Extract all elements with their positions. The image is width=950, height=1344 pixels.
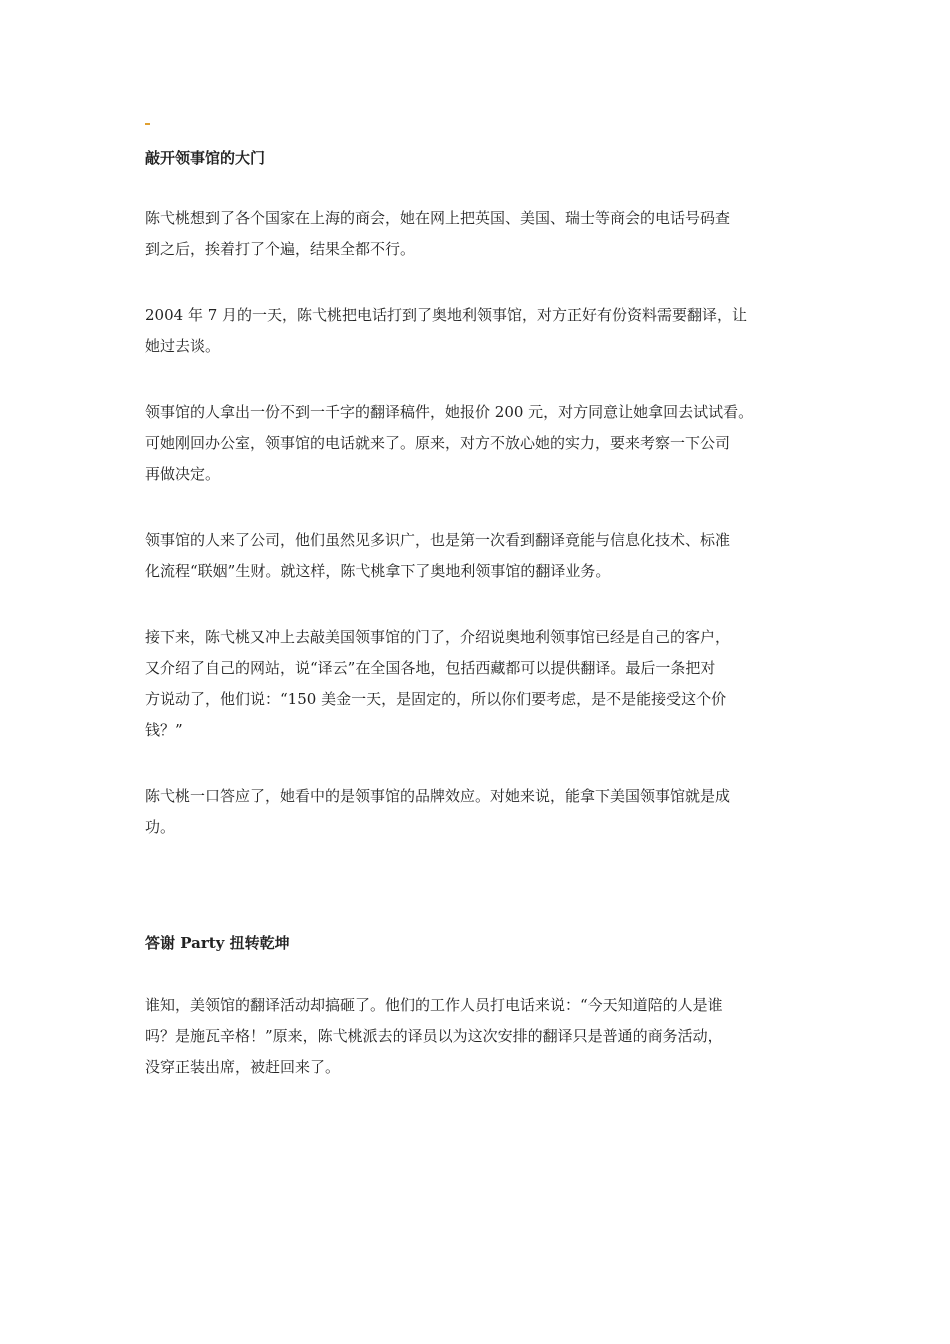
paragraph <box>145 781 817 843</box>
text-line: 领事馆的人拿出一份不到一千字的翻译稿件，她报价 200 元，对方同意让她拿回去试试看。 <box>145 403 754 421</box>
text-line: 到之后，挨着打了个遍，结果全都不行。 <box>145 240 416 258</box>
text-line: 领事馆的人来了公司，他们虽然见多识广，也是第一次看到翻译竟能与信息化技术、标准 <box>145 531 731 549</box>
text-line: 方说动了，他们说：“150 美金一天，是固定的，所以你们要考虑，是不是能接受这个价 <box>145 690 727 708</box>
decorative-mark <box>145 123 150 125</box>
paragraph <box>145 397 817 490</box>
text-line: 2004 年 7 月的一天，陈弋桃把电话打到了奥地利领事馆，对方正好有份资料需要翻译，让 <box>145 306 748 324</box>
text-line: 吗？是施瓦辛格！”原来，陈弋桃派去的译员以为这次安排的翻译只是普通的商务活动， <box>145 1027 723 1045</box>
text-line: 陈弋桃想到了各个国家在上海的商会，她在网上把英国、美国、瑞士等商会的电话号码查 <box>145 209 731 227</box>
text-line: 没穿正装出席，被赶回来了。 <box>145 1058 341 1076</box>
paragraph <box>145 203 817 265</box>
text-line: 化流程“联姻”生财。就这样，陈弋桃拿下了奥地利领事馆的翻译业务。 <box>145 562 611 580</box>
section-heading: 敲开领事馆的大门 <box>145 149 266 167</box>
text-line: 可她刚回办公室，领事馆的电话就来了。原来，对方不放心她的实力，要来考察一下公司 <box>145 434 731 452</box>
text-line: 功。 <box>145 818 176 836</box>
paragraph <box>145 622 817 746</box>
section-heading: 答谢 Party 扭转乾坤 <box>145 934 290 952</box>
paragraph <box>145 525 817 587</box>
text-line: 谁知，美领馆的翻译活动却搞砸了。他们的工作人员打电话来说：“今天知道陪的人是谁 <box>145 996 723 1014</box>
paragraph <box>145 990 817 1083</box>
article-body <box>145 146 817 1083</box>
paragraph <box>145 300 817 362</box>
text-line: 再做决定。 <box>145 465 221 483</box>
text-line: 接下来，陈弋桃又冲上去敲美国领事馆的门了，介绍说奥地利领事馆已经是自己的客户， <box>145 628 731 646</box>
text-line: 陈弋桃一口答应了，她看中的是领事馆的品牌效应。对她来说，能拿下美国领事馆就是成 <box>145 787 731 805</box>
text-line: 钱？” <box>145 721 183 739</box>
text-line: 又介绍了自己的网站，说“译云”在全国各地，包括西藏都可以提供翻译。最后一条把对 <box>145 659 716 677</box>
text-line: 她过去谈。 <box>145 337 221 355</box>
